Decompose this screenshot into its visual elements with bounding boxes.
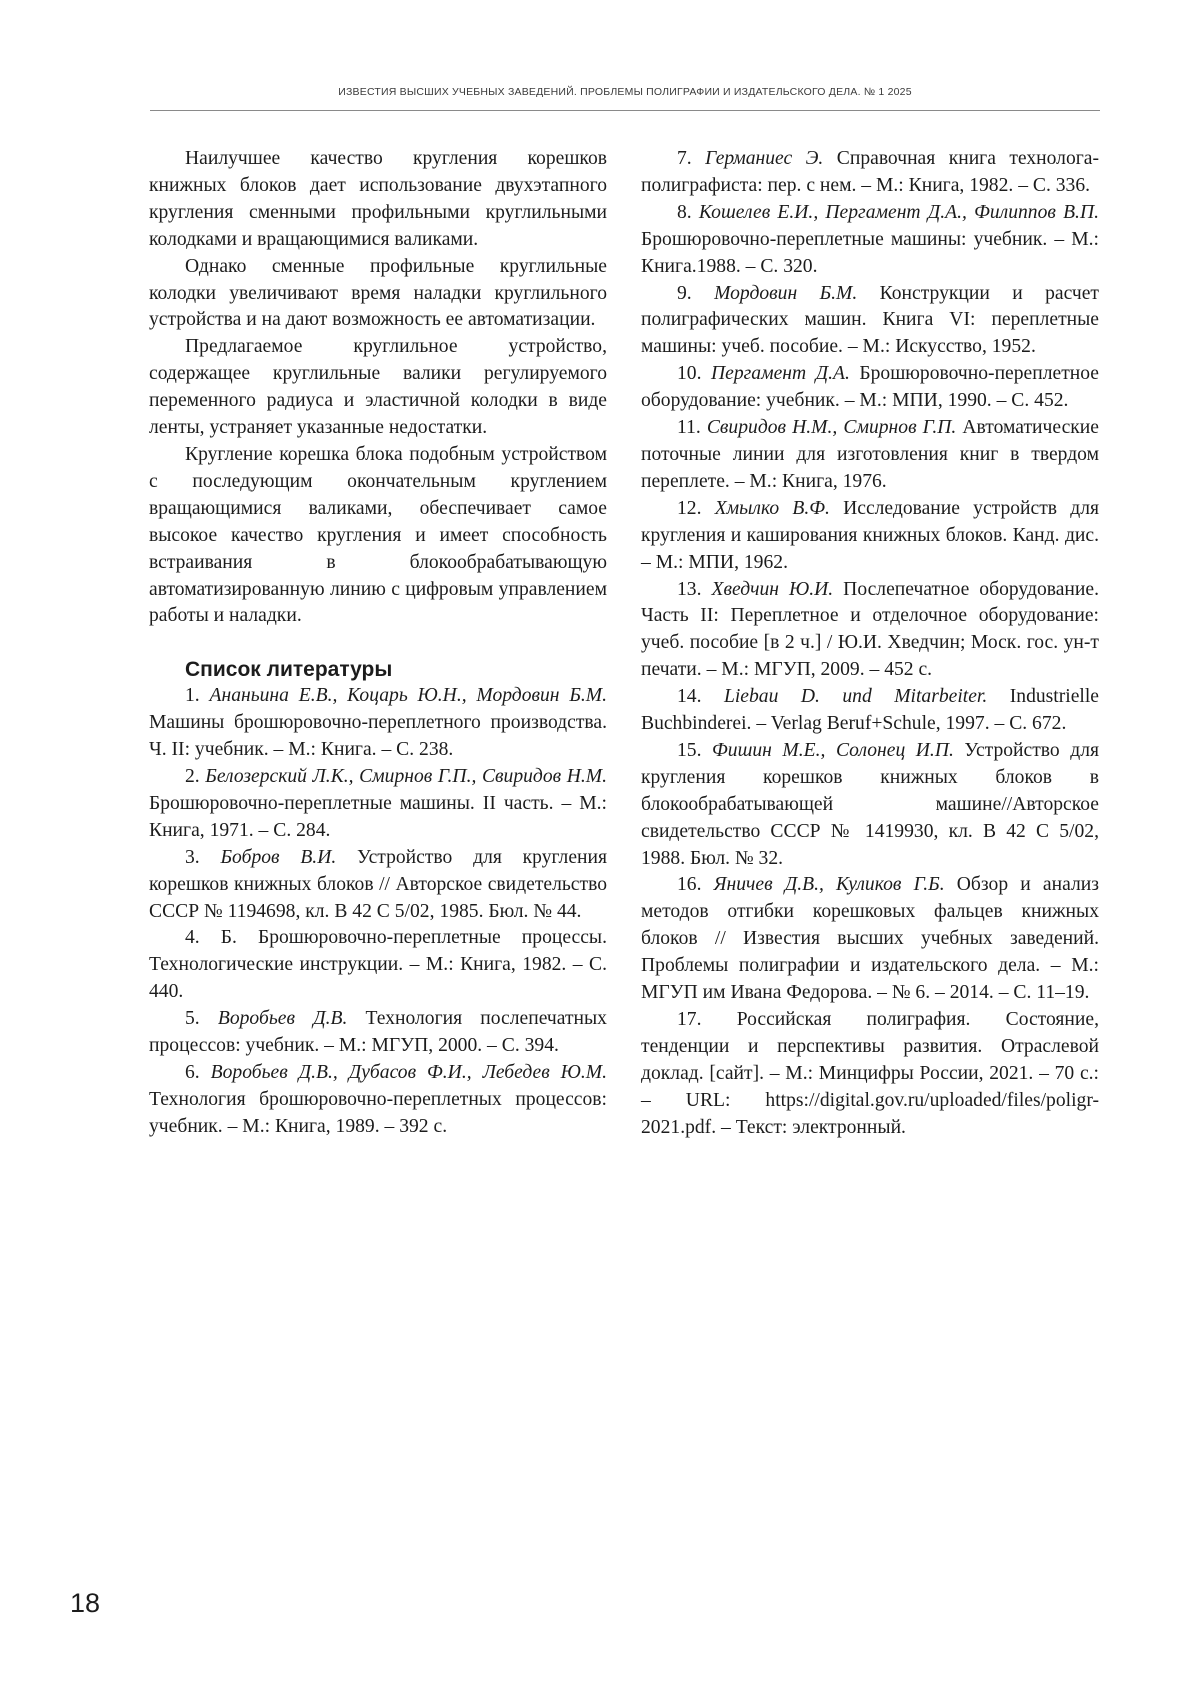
reference-text: Б. Брошюровочно-переплетные процессы. Технологические инструкции. – М.: Книга, 1982. – С. 440.	[149, 927, 607, 1003]
reference-text: Справочная книга технолога-полиграфиста: пер. с нем. – М.: Книга, 1982. – С. 336.	[641, 148, 1099, 196]
reference-number: 16.	[677, 874, 702, 896]
reference-item	[149, 1006, 607, 1060]
reference-text: Industrielle Buchbinderei. – Verlag Beruf+Schule, 1997. – С. 672.	[641, 686, 1099, 735]
reference-authors: Воробьев Д.В., Дубасов Ф.И., Лебедев Ю.М.	[210, 1062, 607, 1083]
reference-item	[641, 415, 1099, 496]
reference-authors: Германиес Э.	[705, 148, 824, 169]
reference-number: 15.	[677, 739, 702, 761]
reference-number: 1.	[185, 685, 200, 707]
reference-number: 4.	[185, 927, 200, 949]
reference-item	[149, 683, 607, 764]
reference-item	[641, 200, 1099, 281]
reference-item	[641, 361, 1099, 415]
reference-number: 6.	[185, 1062, 200, 1083]
body-paragraph: Предлагаемое круглильное устройство, содержащее круглильные валики регулируемого переменного радиуса и эластичной колодки в виде ленты, устраняет указанные недостатки.	[149, 336, 607, 439]
reference-number: 17.	[677, 1009, 702, 1030]
reference-text: Автоматические поточные линии для изготовления книг в твердом переплете. – М.: Книга, 1976.	[641, 417, 1099, 492]
reference-text: Обзор и анализ методов отгибки корешковых фальцев книжных блоков // Известия высших учебных заведений. Проблемы полиграфии и издательского дела. – М.: МГУП им Ивана Федорова. – № 6. – 2014. – С. 11–19.	[641, 874, 1099, 1004]
reference-item	[641, 1007, 1099, 1142]
reference-number: 5.	[185, 1008, 200, 1030]
reference-text: Устройство для кругления корешков книжных блоков в блокообрабатывающей машине//Авторское свидетельство СССР № 1419930, кл. В 42 С 5/02, 1988. Бюл. № 32.	[641, 739, 1099, 869]
reference-authors: Liebau D. und Mitarbeiter.	[723, 686, 988, 708]
reference-text: Брошюровочно-переплетное оборудование: учебник. – М.: МПИ, 1990. – С. 452.	[641, 363, 1099, 412]
reference-text: Машины брошюровочно-переплетного производства. Ч. II: учебник. – М.: Книга. – С. 238.	[149, 712, 607, 761]
reference-text: Российская полиграфия. Состояние, тенденции и перспективы развития. Отраслевой доклад. [сайт]. – М.: Минцифры России, 2021. – 70 с.: – URL: https://digital.gov.ru/uploaded/files/poligr-2021.pdf. – Текст: электронный.	[641, 1009, 1099, 1138]
reference-authors: Фишин М.Е., Солонец И.П.	[712, 739, 954, 761]
reference-number: 11.	[677, 417, 701, 439]
body-paragraph: Кругление корешка блока подобным устройством с последующим окончательным круглением вращающимися валиками, обеспечивает самое высокое качество кругления и имеет способность встраивания в блокообрабатывающую автоматизированную линию с цифровым управлением работы и наладки.	[149, 443, 607, 627]
references-list-right	[641, 146, 1099, 1142]
reference-number: 7.	[677, 148, 692, 169]
reference-item	[641, 577, 1099, 685]
reference-authors: Свиридов Н.М., Смирнов Г.П.	[706, 417, 957, 439]
reference-authors: Мордовин Б.М.	[714, 282, 858, 304]
reference-item	[149, 1060, 607, 1141]
reference-number: 9.	[677, 282, 692, 304]
page-number: 18	[70, 1588, 101, 1618]
reference-text: Технология послепечатных процессов: учебник. – М.: МГУП, 2000. – С. 394.	[149, 1008, 607, 1057]
reference-text: Конструкции и расчет полиграфических машин. Книга VI: переплетные машины: учеб. пособие. – М.: Искусство, 1952.	[641, 282, 1099, 358]
references-heading: Список литературы	[185, 658, 393, 682]
reference-number: 2.	[185, 766, 200, 788]
reference-item	[149, 845, 607, 926]
reference-text: Брошюровочно-переплетные машины. II часть. – М.: Книга, 1971. – С. 284.	[149, 792, 607, 841]
reference-item	[641, 872, 1099, 1007]
left-column	[149, 146, 607, 1141]
reference-number: 14.	[677, 686, 702, 708]
reference-text: Брошюровочно-переплетные машины: учебник. – М.: Книга.1988. – С. 320.	[641, 228, 1099, 277]
reference-authors: Яничев Д.В., Куликов Г.Б.	[713, 874, 945, 896]
reference-authors: Ананьина Е.В., Коцарь Ю.Н., Мордовин Б.М.	[209, 685, 607, 707]
reference-authors: Хмылко В.Ф.	[714, 497, 830, 519]
reference-number: 13.	[677, 578, 702, 600]
reference-text: Исследование устройств для кругления и каширования книжных блоков. Канд. дис. – М.: МПИ, 1962.	[641, 497, 1099, 573]
reference-item	[641, 146, 1099, 200]
reference-authors: Пергамент Д.А.	[710, 363, 850, 385]
reference-number: 3.	[185, 846, 200, 868]
reference-authors: Хведчин Ю.И.	[711, 578, 834, 600]
reference-number: 8.	[677, 201, 692, 223]
reference-item	[641, 281, 1099, 362]
reference-authors: Воробьев Д.В.	[217, 1008, 348, 1030]
reference-authors: Кошелев Е.И., Пергамент Д.А., Филиппов В.П.	[698, 201, 1099, 223]
body-paragraph: Наилучшее качество кругления корешков книжных блоков дает использование двухэтапного кругления сменными профильными круглильными колодками и вращающимися валиками.	[149, 148, 607, 250]
reference-number: 12.	[677, 497, 702, 519]
reference-item	[641, 684, 1099, 738]
header-rule	[150, 110, 1100, 111]
reference-item	[641, 738, 1099, 873]
reference-authors: Бобров В.И.	[220, 846, 337, 868]
reference-authors: Белозерский Л.К., Смирнов Г.П., Свиридов Н.М.	[205, 766, 607, 788]
reference-item	[641, 496, 1099, 577]
running-header: ИЗВЕСТИЯ ВЫСШИХ УЧЕБНЫХ ЗАВЕДЕНИЙ. ПРОБЛЕМЫ ПОЛИГРАФИИ И ИЗДАТЕЛЬСКОГО ДЕЛА. № 1 2025	[338, 86, 912, 98]
reference-number: 10.	[677, 363, 702, 385]
right-column	[641, 146, 1099, 1142]
reference-text: Технология брошюровочно-переплетных процессов: учебник. – М.: Книга, 1989. – 392 с.	[149, 1088, 607, 1137]
reference-item	[149, 764, 607, 845]
reference-text: Устройство для кругления корешков книжных блоков // Авторское свидетельство СССР № 1194698, кл. В 42 С 5/02, 1985. Бюл. № 44.	[149, 846, 607, 922]
reference-item	[149, 925, 607, 1006]
references-list-left	[149, 683, 607, 1140]
reference-text: Послепечатное оборудование. Часть II: Переплетное и отделочное оборудование: учеб. пособие [в 2 ч.] / Ю.И. Хведчин; Моск. гос. ун-т печати. – М.: МГУП, 2009. – 452 с.	[641, 578, 1099, 681]
body-paragraph: Однако сменные профильные круглильные колодки увеличивают время наладки круглильного устройства и на дают возможность ее автоматизации.	[149, 255, 607, 331]
